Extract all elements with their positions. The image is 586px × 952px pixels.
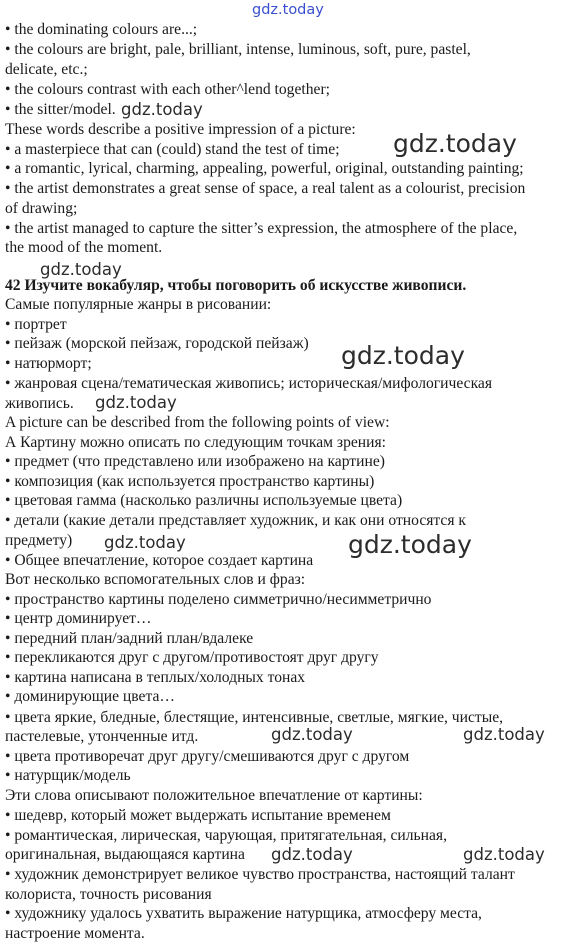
text-line: • the sitter/model. [5, 101, 116, 118]
watermark: gdz.today [104, 533, 186, 552]
text-line: • композиция (как используется пространство картины) [5, 473, 375, 490]
text-line: • a romantic, lyrical, charming, appealing, powerful, original, outstanding painting; [5, 160, 524, 177]
watermark: gdz.today [463, 725, 545, 744]
text-line: Вот несколько вспомогательных слов и фраз: [5, 571, 306, 588]
text-line: настроение момента. [5, 925, 145, 942]
text-line: • передний план/задний план/вдалеке [5, 630, 254, 647]
watermark: gdz.today [252, 2, 324, 18]
text-line: • картина написана в теплых/холодных тонах [5, 669, 306, 686]
text-line: пастелевые, утонченные итд. [5, 728, 199, 745]
text-line: • доминирующие цвета… [5, 688, 175, 705]
text-line: • предмет (что представлено или изображено на картине) [5, 453, 385, 470]
watermark: gdz.today [463, 845, 545, 864]
text-line: • перекликаются друг с другом/противостоят друг другу [5, 649, 379, 666]
text-line: • the colours contrast with each other^lend together; [5, 81, 330, 98]
text-line: Эти слова описывают положительное впечатление от картины: [5, 787, 423, 804]
text-line: • пространство картины поделено симметрично/несимметрично [5, 591, 432, 608]
text-line: • художнику удалось ухватить выражение натурщика, атмосферу места, [5, 905, 482, 922]
text-line: • детали (какие детали представляет художник, и как они относятся к [5, 512, 466, 529]
text-line: предмету) [5, 532, 73, 549]
text-line: колориста, точность рисования [5, 886, 212, 903]
text-line: delicate, etc.; [5, 61, 88, 78]
watermark: gdz.today [121, 100, 203, 119]
text-line: • натюрморт; [5, 355, 92, 372]
text-line: • цветовая гамма (насколько различны используемые цвета) [5, 492, 403, 509]
text-line: • цвета яркие, бледные, блестящие, интенсивные, светлые, мягкие, чистые, [5, 709, 504, 726]
text-line: • the colours are bright, pale, brilliant, intense, luminous, soft, pure, pastel, [5, 41, 471, 58]
text-line: Самые популярные жанры в рисовании: [5, 296, 272, 313]
text-line: • a masterpiece that can (could) stand the test of time; [5, 141, 340, 158]
text-line: • натурщик/модель [5, 767, 131, 784]
text-line: of drawing; [5, 200, 78, 217]
watermark: gdz.today [95, 393, 177, 412]
section-heading: 42 Изучите вокабуляр, чтобы поговорить об искусстве живописи. [5, 277, 467, 294]
watermark: gdz.today [271, 845, 353, 864]
text-line: These words describe a positive impression of a picture: [5, 121, 356, 138]
text-line: • романтическая, лирическая, чарующая, притягательная, сильная, [5, 827, 447, 844]
watermark: gdz.today [393, 129, 517, 158]
text-line: A picture can be described from the following points of view: [5, 414, 390, 431]
text-line: • the artist managed to capture the sitter’s expression, the atmosphere of the place, [5, 220, 518, 237]
text-line: • Общее впечатление, которое создает картина [5, 552, 314, 569]
text-line: the mood of the moment. [5, 239, 163, 256]
watermark: gdz.today [271, 725, 353, 744]
text-line: оригинальная, выдающаяся картина [5, 846, 245, 863]
text-line: живопись. [5, 395, 74, 412]
text-line: • портрет [5, 316, 67, 333]
text-line: • the artist demonstrates a great sense of space, a real talent as a colourist, precision [5, 180, 526, 197]
text-line: • пейзаж (морской пейзаж, городской пейзаж) [5, 335, 309, 352]
text-line: • центр доминирует… [5, 610, 152, 627]
text-line: • шедевр, который может выдержать испытание временем [5, 807, 391, 824]
text-line: • художник демонстрирует великое чувство пространства, настоящий талант [5, 866, 515, 883]
watermark: gdz.today [348, 530, 472, 559]
text-line: • цвета противоречат друг другу/смешиваются друг с другом [5, 748, 410, 765]
watermark: gdz.today [40, 260, 122, 279]
text-line: А Картину можно описать по следующим точкам зрения: [5, 434, 387, 451]
text-line: • the dominating colours are...; [5, 21, 198, 38]
watermark: gdz.today [341, 341, 465, 370]
text-line: • жанровая сцена/тематическая живопись; историческая/мифологическая [5, 375, 493, 392]
